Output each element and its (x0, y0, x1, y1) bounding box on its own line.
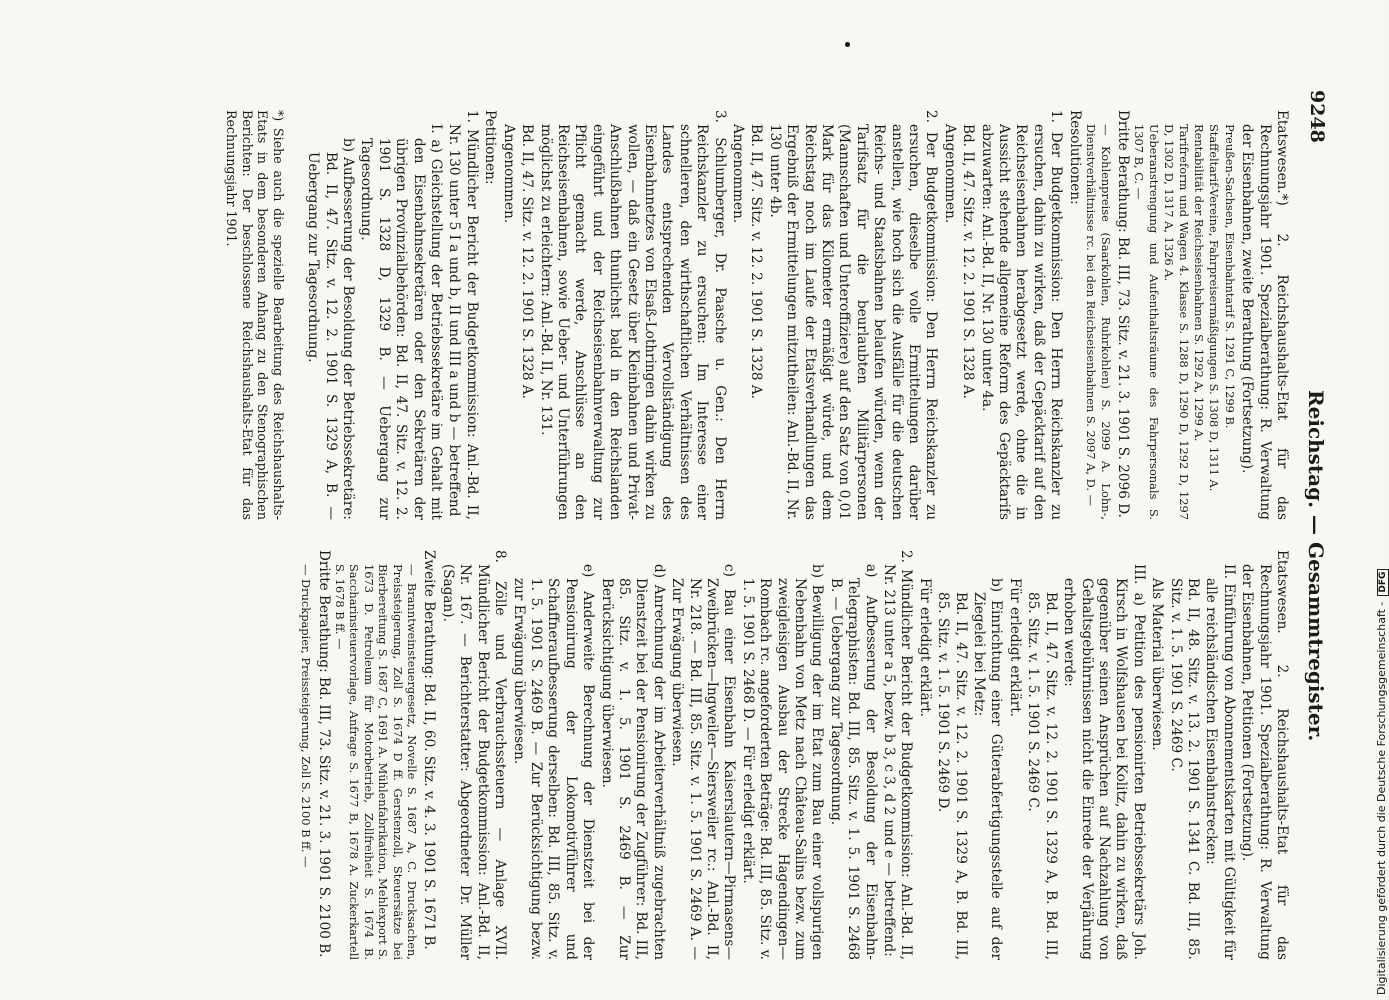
index-entry: Staffeltarif-Vereine, Fahrpreisermäßigungen S. 1308 D, 1311 A. (1207, 124, 1222, 492)
index-entry: Zweite Berathung: Bd. II, 60. Sitz. v. 4. 3. 1901 S. 1671 B. (421, 550, 438, 950)
running-title: Reichstag. — Gesammtregister. (1304, 390, 1328, 742)
digitization-credit (1375, 569, 1389, 995)
left-entries (304, 110, 1290, 520)
index-entry: Preußen-Sachsen, Eisenbahntarif S. 1291 C, 1299 B. (1222, 124, 1237, 429)
index-entry: Als Material überwiesen. (1149, 578, 1166, 751)
right-column (298, 550, 1290, 960)
index-entry: Angenommen. (941, 124, 958, 224)
footnote: *) Siehe auch die spezielle Bearbeitung des Reichshaushalts-Etats in dem besonderen Anhang zu den Stenographischen Berichten: Der beschlossene Reichshaushalts-Etat für das Rechnungsjahr 1901. (224, 110, 286, 520)
left-column (223, 110, 1290, 520)
index-entry: II. Einführung von Abonnementskarten mit Gültigkeit für alle reichsländischen Eisenbahnstrecken: (1203, 564, 1237, 960)
index-entry: — Branntweinsteuergesetz, Novelle S. 1687 A, C. Drucksachen, Preissteigerung, Zoll S. 1674 D ff. Gerstenzoll, Steuersätze bei Bierbereitung S. 1687 C, 1691 A. Mühlenfabrikation, Mehlexport S. 1673 D. Petroleum für Motorbetrieb, Zollfreiheit S. 1674 B. Saccharinsteuervorlage, Anfrage S. 1677 B, 1678 A. Zuckerkartell S. 1678 B ff. — (333, 564, 420, 960)
page-number: 9248 (1306, 90, 1328, 143)
index-entry: b) Aufbesserung der Besoldung der Betriebssekretäre: Bd. II, 47. Sitz. v. 12. 2. 1901 S. 1329 A, B. — Uebergang zur Tagesordnung. (305, 138, 357, 520)
index-entry: Resolutionen: (1066, 110, 1083, 205)
right-entries (299, 550, 1290, 960)
index-entry: Bd. II, 47. Sitz. v. 12. 2. 1901 S. 1329 A, B. Bd. III, 85. Sitz. v. 1. 5. 1901 S. 2469 D. (935, 592, 969, 960)
index-entry: 3. Schlumberger, Dr. Paasche u. Gen.: Den Herrn Reichskanzler zu ersuchen: Im Interesse einer schnelleren, den wirthschaftlichen Verhältnissen des Landes entsprechenden Vervollständigung des Eisenbahnnetzes von Elsaß-Lothringen dahin wirken zu wollen, — daß ein Gesetz über Kleinbahnen und Privat-Anschlußbahnen thunlichst bald in den Reichslanden eingeführt und der Reichseisenbahnverwaltung zur Pflicht gemacht werde, Anschlüsse an den Reichseisenbahnen, sowie Ueber- und Unterführungen möglichst zu erleichtern: Anl.-Bd. II, Nr. 131. (537, 110, 728, 520)
index-entry: Für erledigt erklärt. (916, 578, 933, 717)
index-entry: 2. Mündlicher Bericht der Budgetkommission: Anl.-Bd. II, Nr. 213 unter a 5, bezw. b 3, c 3, d 2 und e — betreffend: (881, 550, 915, 960)
index-entry: Bd. II, 47. Sitz. v. 12. 2. 1901 S. 1328 A. (960, 124, 977, 399)
index-entry: Ueberanstrengung und Aufenthaltsräume des Fahrpersonals S. 1307 B, C. — (1132, 124, 1161, 520)
index-entry: 1. Mündlicher Bericht der Budgetkommission: Anl.-Bd. II, Nr. 130 unter 5 I a und b, II und III a und b — betreffend (446, 110, 480, 520)
index-entry: Etatswesen.*) 2. Reichshaushalts-Etat für das Rechnungsjahr 1901. Spezialberathung: R. Verwaltung der Eisenbahnen, zweite Berathung (Fortsetzung). (1239, 110, 1290, 520)
credit-text: Digitalisierung gefördert durch die Deutsche Forschungsgemeinschaft - (1375, 601, 1388, 995)
index-entry: I. a) Gleichstellung der Betriebssekretäre im Gehalt mit den Eisenbahnsekretären oder den Sekretären der übrigen Provinzialbehörden: Bd. II, 47. Sitz. v. 12. 2. 1901 S. 1328 D, 1329 B. — Uebergang zur Tagesordnung. (358, 124, 445, 520)
index-entry: d) Anrechnung der im Arbeiterverhältniß zugebrachten Dienstzeit bei der Pensionirung der Zugführer: Bd. III, 85. Sitz. v. 1. 5. 1901 S. 2469 B. — Zur Berücksichtigung überwiesen. (598, 564, 667, 960)
index-entry: III. a) Petition des pensionirten Betriebssekretärs Joh. Kirsch in Wolfshausen bei Kolitz, dahin zu wirken, daß gegenüber seinen Ansprüchen auf Nachzahlung von Gehaltsgebührnissen nicht die Einrede der Verjährung erhoben werde: (1061, 564, 1147, 960)
dfg-logo: DFG (1377, 569, 1389, 596)
rotated-page-content (30, 80, 1330, 980)
index-entry: — Druckpapier, Preissteigerung, Zoll S. 2100 B ff. — (299, 564, 314, 868)
index-entry: — Kohlenpreise (Saarkohlen, Ruhrkohlen) S. 2099 A. Lohn-, Dienstverhältnisse rc. bei den Reichseisenbahnen S. 2097 A, D. — (1084, 124, 1113, 520)
index-entry: Bd. II, 47. Sitz. v. 12. 2. 1901 S. 1328 A. (519, 124, 536, 399)
index-entry: 2. Der Budgetkommission: Den Herrn Reichskanzler zu ersuchen, dieselbe volle Ermittelungen darüber anstellen, wie hoch sich die Ausfälle für die deutschen Reichs- und Staatsbahnen belaufen würden, wenn der Tarifsatz für die beurlaubten Militärpersonen (Mannschaften und Unteroffiziere) auf den Satz von 0,01 Mark für das Kilometer ermäßigt würde, und dem Reichstag noch im Laufe der Etatsverhandlungen das Ergebniß der Ermittelungen mitzutheilen: Anl.-Bd. II, Nr. 130 unter 4b. (766, 110, 940, 520)
ink-speck (845, 42, 850, 47)
index-entry: Rentabilität der Reichseisenbahnen S. 1292 A, 1299 A. (1191, 124, 1206, 442)
index-entry: Angenommen. (500, 124, 517, 224)
index-entry: Etatswesen. 2. Reichshaushalts-Etat für das Rechnungsjahr 1901. Spezialberathung: R. Verwaltung der Eisenbahnen, Petitionen (Fortsetzung). (1239, 550, 1290, 960)
index-entry: Tarifreform und Wagen 4. Klasse S. 1288 D, 1290 D, 1292 D, 1297 D, 1302 D, 1317 A, 1326 A. (1162, 124, 1191, 520)
index-entry: Für erledigt erklärt. (1006, 578, 1023, 717)
index-entry: Dritte Berathung: Bd. III, 73. Sitz. v. 21. 3. 1901 S. 2100 B. (315, 550, 332, 958)
index-entry: 8. Zölle und Verbrauchssteuern — Anlage XVII. Mündlicher Bericht der Budgetkommission: Anl.-Bd. II, Nr. 167. — Berichterstatter: Abgeordneter Dr. Müller (Sagan). (439, 550, 509, 960)
index-entry: Bd. II, 47. Sitz. v. 12. 2. 1901 S. 1329 A, B. Bd. III, 85. Sitz. v. 1. 5. 1901 S. 2469 C. (1025, 592, 1059, 960)
index-entry: Petitionen: (482, 110, 499, 185)
page-header (1296, 80, 1330, 980)
index-entry: Bd. II, 47. Sitz. v. 12. 2. 1901 S. 1328 A. (748, 124, 765, 399)
index-entry: Bd. II, 48. Sitz. v. 13. 2. 1901 S. 1341 C. Bd. III, 85. Sitz. v. 1. 5. 1901 S. 2469 C. (1167, 578, 1201, 960)
index-entry: Angenommen. (730, 124, 746, 224)
index-entry: b) Bewilligung der im Etat zum Bau einer vollspurigen Nebenbahn von Metz nach Château-Salins bezw. zum zweigleisigen Ausbau der Strecke Hagendingen—Rombach rc. angeforderten Beträge: Bd. III, 85. Sitz. v. 1. 5. 1901 S. 2468 D. — Für erledigt erklärt. (739, 564, 826, 960)
index-entry: Dritte Berathung: Bd. III, 73. Sitz. v. 21. 3. 1901 S. 2096 D. (1114, 110, 1131, 518)
index-entry: e) Anderweite Berechnung der Dienstzeit bei der Pensionirung der Lokomotivführer und Schaffneraufbesserung derselben: Bd. III, 85. Sitz. v. 1. 5. 1901 S. 2469 B. — Zur Berücksichtigung bezw. zur Erwägung überwiesen. (510, 564, 597, 960)
index-entry: 1. Der Budgetkommission: Den Herrn Reichskanzler zu ersuchen, dahin zu wirken, daß der Gepäcktarif auf den Reichseisenbahnen herabgesetzt werde, ohne die in Aussicht stehende allgemeine Reform des Gepäcktarifs abzuwarten: Anl.-Bd. II, Nr. 130 unter 4a. (978, 110, 1065, 520)
index-entry: c) Bau einer Eisenbahn Kaiserslautern—Pirmasens—Zweibrücken—Ingweiler—Siersweiler rc.: Anl.-Bd. II, Nr. 218. — Bd. III, 85. Sitz. v. 1. 5. 1901 S. 2469 A. — Zur Erwägung überwiesen. (669, 564, 738, 960)
index-entry: a) Aufbesserung der Besoldung der Eisenbahn-Telegraphisten: Bd. III, 85. Sitz. v. 1. 5. 1901 S. 2468 B. — Uebergang zur Tagesordnung. (827, 564, 879, 960)
index-entry: b) Einrichtung einer Güterabfertigungsstelle auf der Ziegelei bei Metz: (971, 578, 1005, 960)
